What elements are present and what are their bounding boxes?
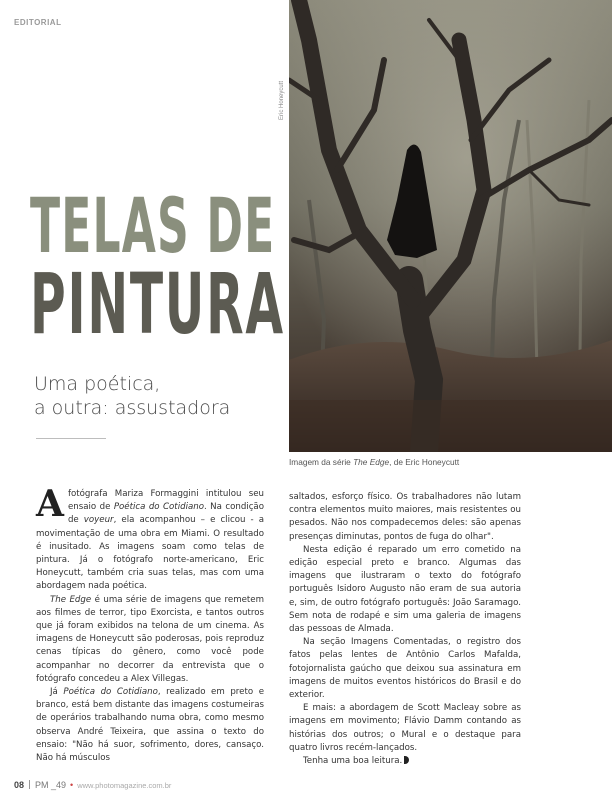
paragraph: saltados, esforço físico. Os trabalhadores não lutam contra elementos muito maiores, mais resistentes ou pesados. Não nos compadecemos deles: são apenas presenças diminutas, pontos de fuga do olhar". — [289, 492, 521, 542]
body-column-1 — [36, 483, 265, 765]
title-line-2: PINTURA — [30, 255, 285, 353]
caption-text-end: , de Eric Honeycutt — [389, 457, 460, 467]
paragraph — [36, 483, 264, 594]
closing-paragraph — [289, 755, 521, 768]
feature-photo — [289, 0, 612, 452]
subtitle-divider — [36, 438, 106, 439]
text: fotógrafa Mariza Formaggini intitulou seu ensaio de — [67, 489, 264, 513]
paragraph: E mais: a abordagem de Scott Macleay sobre as imagens em movimento; Flávio Damm contando as histórias dos outros; o Mural e o destaque para quatro livros recém-lançados. — [289, 703, 521, 753]
subtitle-line-1: Uma poética, — [34, 373, 161, 395]
paragraph: Na seção Imagens Comentadas, o registro dos fatos pelas lentes de Antônio Carlos Mafalda, fotojornalista gaúcho que deixou sua assinatura em imagens de muitos eventos históricos do Brasil e do exterior. — [289, 637, 521, 701]
magazine-issue: PM _49 — [35, 780, 67, 790]
drop-cap: A — [36, 483, 64, 525]
caption-series-title: The Edge — [353, 457, 390, 467]
text: , realizado em preto e branco, está bem distante das imagens costumeiras de operários trabalhando numa obra, como mesmo observa André Teixeira, que assina o texto do ensaio: "Não há suor, sofrimento, dores, cansaço. Não há músculos — [36, 687, 265, 764]
text: Já — [50, 687, 64, 698]
text: . Na condição de — [67, 502, 264, 526]
paragraph — [36, 686, 264, 765]
photo-credit: Eric Honeycutt — [279, 80, 285, 120]
photo-caption — [289, 457, 459, 467]
bullet-icon: • — [70, 780, 74, 790]
title-line-1: TELAS DE — [30, 181, 276, 270]
text-italic: Poética do Cotidiano — [63, 687, 158, 698]
body-column-2 — [289, 491, 521, 768]
article-title — [30, 181, 285, 353]
footer-divider — [29, 780, 30, 789]
text-italic: voyeur — [83, 515, 114, 526]
paragraph: Nesta edição é reparado um erro cometido na edição especial preto e branco. Algumas das imagens que ilustraram o texto do fotógrafo português Isidoro Augusto não eram de sua autoria e, sim, de outro fotógrafo português: João Saramago. Sem nota de rodapé e sim uma galeria de imagens das pessoas de Almada. — [289, 544, 521, 635]
end-mark-icon — [404, 756, 409, 764]
text-italic: Poética do Cotidiano — [113, 502, 204, 513]
text: , ela acompanhou – e clicou - a movimentação de uma obra em Miami. O resultado é inusitado. As imagens soam como telas de pintura. Já o fotógrafo norte-americano, Eric Honeycutt, também cria suas telas, mas com uma abordagem nada poética. — [36, 515, 264, 592]
subtitle-line-2: a outra: assustadora — [34, 397, 231, 419]
paragraph — [36, 594, 264, 686]
article-subtitle — [34, 372, 230, 420]
caption-text: Imagem da série — [289, 457, 354, 467]
page-number: 08 — [14, 780, 25, 790]
website-url: www.photomagazine.com.br — [77, 781, 172, 790]
text: é uma série de imagens que remetem aos filmes de terror, tipo Exorcista, e tantos outros que já foram exibidos na telona de um cinema. As imagens de Honeycutt são poderosas, pois reproduz cenas típicas do gênero, como você pode acompanhar no decorrer da entrevista que o fotógrafo concedeu a Alex Villegas. — [36, 594, 265, 684]
forest-figure-image — [289, 0, 612, 452]
text-italic: The Edge — [50, 594, 92, 605]
section-label: EDITORIAL — [14, 18, 62, 27]
page-footer — [14, 780, 171, 790]
closing-text: Tenha uma boa leitura. — [303, 756, 403, 767]
